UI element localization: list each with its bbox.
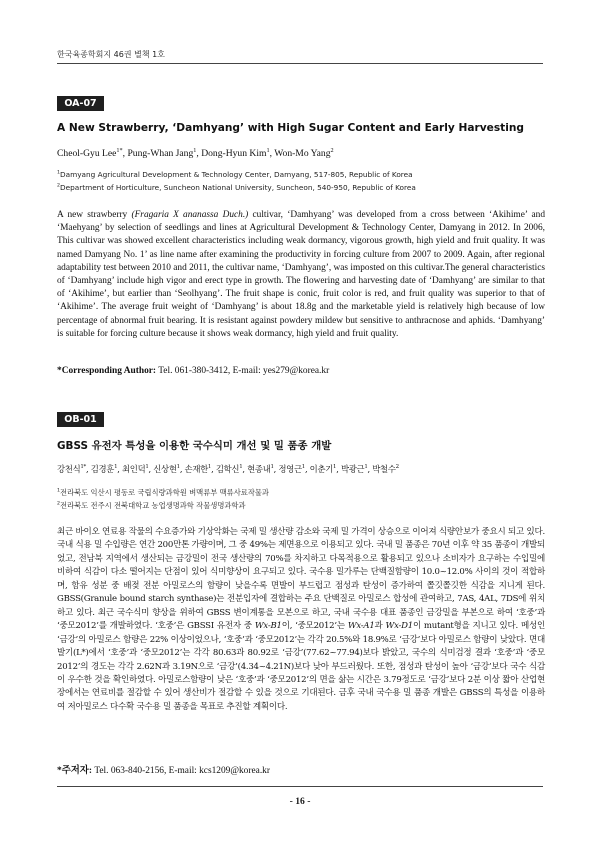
- author: 손재한$^1$: [184, 464, 212, 474]
- abstract-id-badge: OA-07: [57, 96, 104, 111]
- author-list: 강천식$^{1*}$, 김경훈$^1$, 최인덕$^1$, 신상현$^1$, 손재한$^1$, 김학신$^1$, 현종내$^1$, 정영근$^1$, 이춘기$^1$, 박광근$^1$, 박철수$^2$: [57, 464, 399, 474]
- corresponding-author: *주저자: Tel. 063-840-2156, E-mail: kcs1209@korea.kr: [57, 766, 270, 776]
- running-head: 한국육종학회지 46권 별책 1호: [57, 50, 165, 59]
- author: 박광근$^1$: [340, 464, 368, 474]
- abstract-id-badge: OB-01: [57, 412, 104, 427]
- author: 이춘기$^1$: [309, 464, 337, 474]
- footer-rule: [57, 786, 543, 787]
- author: 현종내$^1$: [247, 464, 274, 474]
- affiliation: $^2$전라북도 전주시 전북대학교 농업생명과학 작물생명과학과: [57, 501, 246, 510]
- abstract-title: A New Strawberry, ‘Damhyang’ with High Sugar Content and Early Harvesting: [57, 122, 524, 134]
- author: 김경훈$^1$: [90, 464, 118, 474]
- author: 신상현$^1$: [153, 464, 180, 474]
- author: Won-Mo Yang$^2$: [274, 146, 334, 159]
- author: 김학신$^1$: [215, 464, 243, 474]
- affiliation: $^2$Department of Horticulture, Suncheon National University, Suncheon, 540-950, Republic of Korea: [57, 183, 416, 192]
- author: 정영근$^1$: [278, 464, 305, 474]
- abstract-body: A new strawberry (Fragaria X ananassa Duch.) cultivar, ‘Damhyang’ was developed from a cross between ‘Akihime’ and ‘Maehyang’ by selection of seedlings and lines at Agricultural Development & Technology Center, Damyang in 2012. In 2006, This cultivar was showed excellent characteristics including weak dormancy, vigorous growth, high yield and fruit quality. It was named Damyang No. 1’ as line name after examining the productivity in forcing culture from 2007 to 2009. Again, after regional adaptability test between 2010 and 2011, the cultivar name, ‘Damhyang’, was imposted on this cultivar.The general characteristics of ‘Damhyang’ include high vigor and erect type in growth. The flowering and harvesting date of ‘Damhyang’ are similar to that of ‘Akihime’, but earlier than ‘Seolhyang’. The fruit shape is conic, fruit color is red, and fruit quality was superior to that of ‘Akihime’. The average fruit weight of ‘Damhyang’ is about 18.8g and the marketable yield is relatively high because of low percentage of abnormal fruit bearing. It is resistant against powdery mildew but sensitive to anthracnose and aphids. ‘Damhyang’ is suitable for forcing culture because it shows weak dormancy, high yield and fruit quality.: [57, 210, 545, 339]
- affiliation: $^1$전라북도 익산시 평동로 국립식량과학원 벼맥류부 맥류사료작물과: [57, 488, 269, 497]
- author: Dong-Hyun Kim$^1$: [201, 146, 270, 159]
- author: Cheol-Gyu Lee$^{1*}$: [57, 146, 123, 159]
- corresponding-author: *Corresponding Author: Tel. 061-380-3412, E-mail: yes279@korea.kr: [57, 366, 330, 376]
- page-number: - 16 -: [289, 796, 311, 807]
- affiliation: $^1$Damyang Agricultural Development & Technology Center, Damyang, 517-805, Republic of Korea: [57, 170, 413, 179]
- abstract-body: 최근 바이오 연료용 작물의 수요증가와 기상악화는 국제 밀 생산량 감소와 국제 밀 가격이 상승으로 이어져 식량안보가 중요시 되고 있다. 국내 식용 밀 수입량은 연간 200만톤 가량이며, 그 중 49%는 제면용으로 이용되고 있다. 국내 밀 품종은 70년 이후 약 35 품종이 개발되었고, 전남북 지역에서 생산되는 금강밀이 전국 생산량의 70%를 차지하고 다목적용으로 활용되고 있으나 소비자가 요구하는 수입밀에 비하여 식감이 다소 떨어지는 단점이 있어 식미향상이 요구되고 있다. 국수용 밀가루는 단백질함량이 10.0~12.0% 사이의 것이 적합하며, 함유 성분 중 배젖 전분 아밀로스의 함량이 낮을수록 면발이 부드럽고 점성과 탄성이 증가하여 쫄깃쫄깃한 식감을 지니게 된다. GBSS(Granule bound starch synthase)는 전분입자에 결합하는 주요 단백질로 아밀로스 합성에 관여하고, 7AS, 4AL, 7DS에 위치하고 있다. 최근 국수식미 향상을 위하여 GBSS 변이계통을 모본으로 하고, 국내 국수용 대표 품종인 금강밀을 부본으로 하여 ‘호중’과 ‘중모2012’를 개발하였다. ‘호중’은 GBSSI 유전자 중 Wx-B1이, ‘중모2012’는 Wx-A1과 Wx-D1이 mutant형을 지니고 있다. 메성인 ‘금강’의 아밀로스 함량은 22% 이상이었으나, ‘호중’과 ‘중모2012’는 각각 20.5%와 18.9%로 ‘금강’보다 아밀로스 함량이 낮았다. 면대발기(L*)에서 ‘호중’과 ‘중모2012’는 각각 80.63과 80.92로 ‘금강’(77.62~77.94)보다 밝았고, 국수의 식미검정 결과 ‘호중’과 ‘중모2012’의 경도는 각각 2.62N과 3.19N으로 ‘금강’(4.34~4.21N)보다 낮아 부드러웠다. 또한, 점성과 탄성이 높아 ‘금강’보다 국수 식감이 우수한 것을 확인하였다. 아밀로스함량이 낮은 ‘호중’과 ‘중모2012’의 면을 삶는 시간은 3.79정도로 ‘금강’보다 2분 이상 짧아 산업현장에서는 연료비를 절감할 수 있어 생산비가 절감할 수 있을 것으로 기대된다. 금후 국내 국수용 밀 품종 개발은 GBSS의 특성을 이용하여 저아밀로스 다수확 국수용 밀 품종을 목표로 추진할 계획이다.: [57, 527, 545, 712]
- author: Pung-Whan Jang$^1$: [127, 146, 197, 159]
- author: 최인덕$^1$: [121, 464, 149, 474]
- abstract-title: GBSS 유전자 특성을 이용한 국수식미 개선 및 밀 품종 개발: [57, 440, 332, 452]
- header-rule: [57, 63, 543, 64]
- author: 박철수$^2$: [372, 464, 399, 474]
- author-list: Cheol-Gyu Lee$^{1*}$, Pung-Whan Jang$^1$, Dong-Hyun Kim$^1$, Won-Mo Yang$^2$: [57, 146, 334, 159]
- author: 강천식$^{1*}$: [57, 464, 86, 474]
